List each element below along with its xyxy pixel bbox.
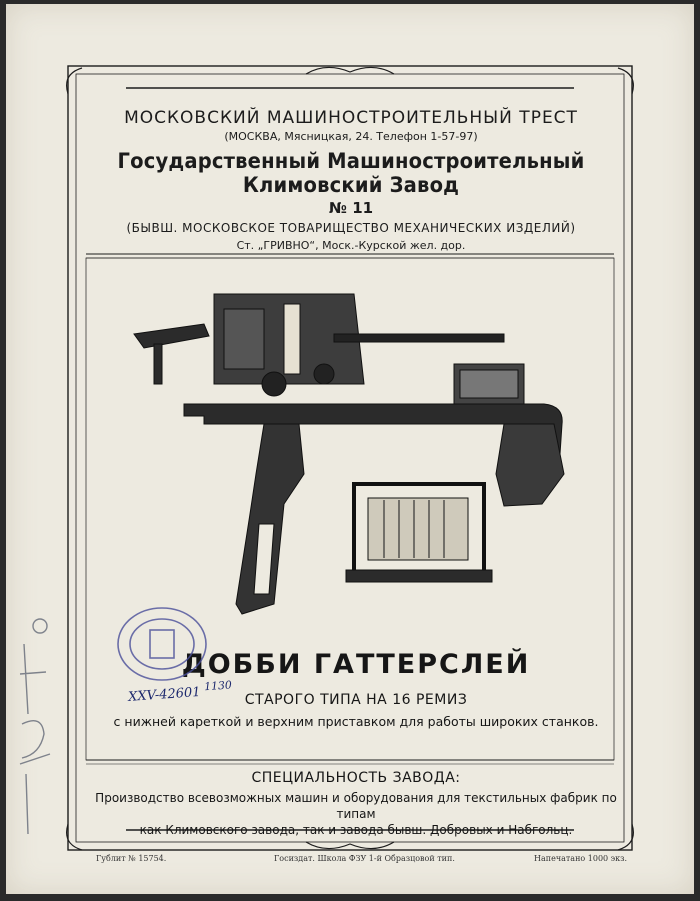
former-name: (БЫВШ. МОСКОВСКОЕ ТОВАРИЩЕСТВО МЕХАНИЧЕСКИХ ИЗДЕЛИЙ) (126, 221, 576, 235)
library-stamp-icon (114, 604, 210, 684)
document-page (6, 4, 694, 894)
inventory-code: XXV-42601 (127, 684, 202, 705)
product-title: ДОББИ ГАТТЕРСЛЕЙ (181, 649, 531, 680)
trust-name: МОСКОВСКИЙ МАШИНОСТРОИТЕЛЬНЫЙ ТРЕСТ (124, 108, 578, 128)
specialty-line-1: Производство всевозможных машин и оборудования для текстильных фабрик по типам (95, 791, 617, 821)
product-subtitle: СТАРОГО ТИПА НА 16 РЕМИЗ (244, 692, 468, 708)
specialty-line-2: как Климовского завода, так и завода бывш. Добровых и Набгольц. (139, 823, 573, 837)
inventory-code-small: 1130 (203, 678, 233, 694)
factory-number: № 11 (328, 199, 374, 217)
factory-name: Государственный Машиностроительный Климовский Завод (117, 149, 585, 197)
specialty-block (86, 770, 626, 838)
trust-address: (МОСКВА, Мясницкая, 24. Телефон 1-57-97) (224, 130, 478, 143)
header-block (86, 108, 616, 252)
footer-printer: Госиздат. Школа ФЗУ 1-й Образцовой тип. (274, 854, 455, 863)
footer-print-run: Напечатано 1000 экз. (534, 854, 628, 863)
footer-censor-number: Гублит № 15754. (96, 854, 167, 863)
handwritten-margin-note-icon (6, 604, 66, 854)
station-info: Ст. „ГРИВНО“, Моск.-Курской жел. дор. (236, 239, 466, 252)
specialty-text (86, 790, 626, 838)
product-description: с нижней кареткой и верхним приставком для работы широких станков. (113, 714, 599, 729)
dobby-machine-illustration (124, 274, 584, 634)
specialty-heading: СПЕЦИАЛЬНОСТЬ ЗАВОДА: (251, 770, 461, 786)
